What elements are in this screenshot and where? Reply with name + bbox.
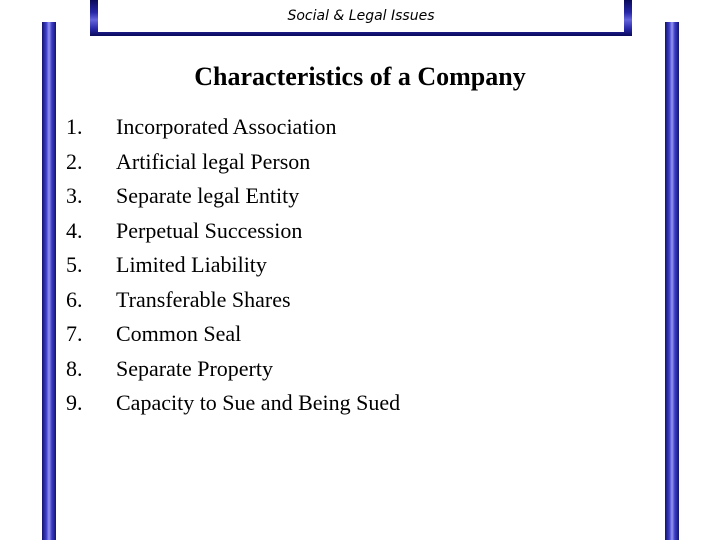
item-text: Common Seal: [116, 321, 242, 346]
item-number: 9.: [66, 390, 83, 415]
left-decorative-bar: [42, 22, 56, 540]
header-box: [98, 0, 624, 32]
right-decorative-bar: [665, 22, 679, 540]
characteristics-list: [66, 113, 400, 424]
item-number: 3.: [66, 183, 83, 208]
header-text: Social & Legal Issues: [287, 8, 435, 24]
list-item: [66, 389, 400, 424]
item-number: 5.: [66, 252, 83, 277]
list-item: [66, 355, 400, 390]
list-item: [66, 113, 400, 148]
item-text: Transferable Shares: [116, 286, 291, 312]
list-item: [66, 148, 400, 183]
item-number: 2.: [66, 148, 83, 174]
item-number: 8.: [66, 355, 83, 381]
list-item: [66, 286, 400, 321]
item-text: Separate Property: [116, 355, 273, 381]
item-text: Limited Liability: [116, 252, 267, 277]
list-item: [66, 217, 400, 252]
list-item: [66, 251, 400, 286]
item-text: Capacity to Sue and Being Sued: [116, 390, 401, 415]
item-text: Perpetual Succession: [116, 217, 303, 243]
item-number: 6.: [66, 286, 83, 312]
item-text: Artificial legal Person: [116, 148, 311, 174]
list-item: [66, 182, 400, 217]
item-number: 7.: [66, 321, 83, 346]
item-number: 4.: [66, 217, 83, 243]
slide-title: Characteristics of a Company: [194, 62, 526, 91]
item-text: Incorporated Association: [116, 114, 337, 139]
item-number: 1.: [66, 114, 83, 139]
list-item: [66, 320, 400, 355]
item-text: Separate legal Entity: [116, 183, 300, 208]
